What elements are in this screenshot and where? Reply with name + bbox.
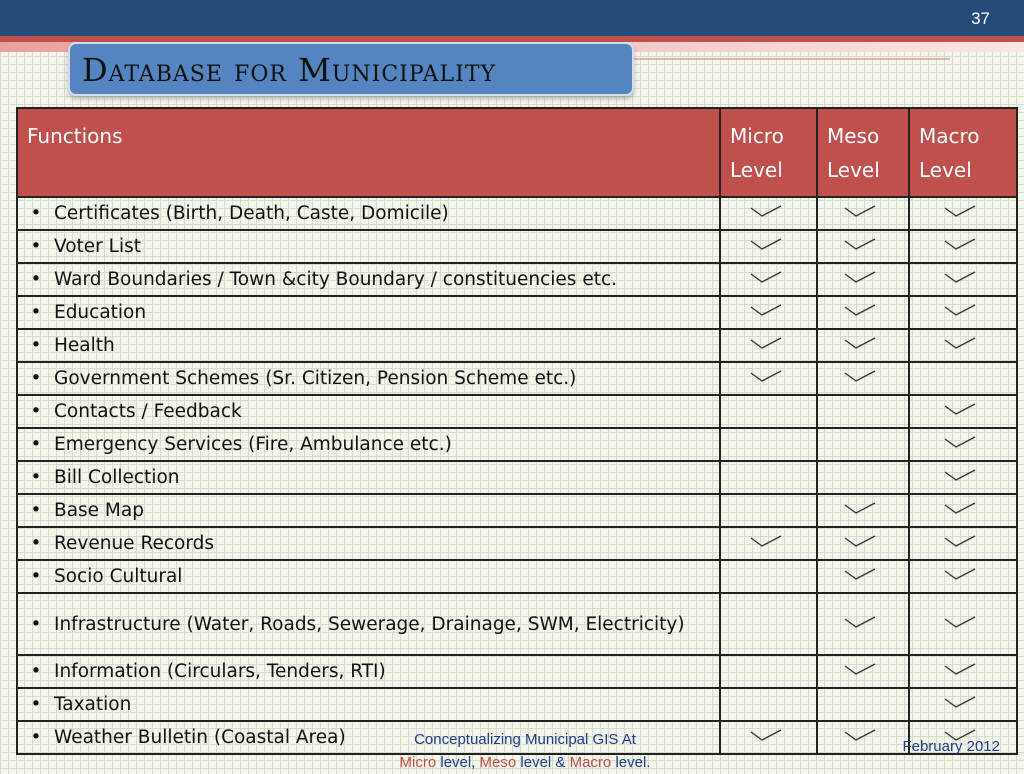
function-cell [17, 263, 720, 296]
table-row [17, 362, 1017, 395]
checkmark-icon [750, 238, 782, 252]
micro-level-cell [720, 655, 817, 688]
table-row [17, 296, 1017, 329]
micro-level-cell [720, 560, 817, 593]
meso-level-cell [817, 655, 909, 688]
meso-level-cell [817, 230, 909, 263]
macro-level-cell [909, 263, 1017, 296]
macro-level-cell [909, 461, 1017, 494]
function-label: Information (Circulars, Tenders, RTI) [54, 661, 386, 682]
micro-level-cell [720, 527, 817, 560]
checkmark-icon [750, 304, 782, 318]
bullet-icon: • [30, 661, 42, 682]
footer-level-c: level. [611, 754, 651, 771]
bullet-icon: • [30, 694, 42, 715]
bullet-icon: • [30, 401, 42, 422]
function-label: Weather Bulletin (Coastal Area) [54, 727, 346, 748]
function-label: Ward Boundaries / Town &city Boundary / constituencies etc. [54, 269, 618, 290]
checkmark-icon [944, 502, 976, 516]
meso-level-cell [817, 263, 909, 296]
function-label: Revenue Records [54, 533, 215, 554]
function-cell [17, 230, 720, 263]
checkmark-icon [944, 238, 976, 252]
bullet-icon: • [30, 269, 42, 290]
function-label: Health [54, 335, 115, 356]
function-label: Education [54, 302, 147, 323]
meso-level-cell [817, 461, 909, 494]
meso-level-cell [817, 428, 909, 461]
function-cell [17, 362, 720, 395]
functions-table [16, 107, 1018, 755]
table-body [17, 197, 1017, 754]
function-cell [17, 494, 720, 527]
header-micro-level: Micro Level [720, 108, 817, 197]
meso-level-cell [817, 362, 909, 395]
checkmark-icon [844, 205, 876, 219]
function-label: Emergency Services (Fire, Ambulance etc.) [54, 434, 452, 455]
footer-macro: Macro [569, 754, 612, 771]
checkmark-icon [750, 370, 782, 384]
title-box [68, 42, 634, 96]
checkmark-icon [944, 304, 976, 318]
macro-level-cell [909, 329, 1017, 362]
checkmark-icon [944, 205, 976, 219]
meso-level-cell [817, 395, 909, 428]
macro-level-cell [909, 560, 1017, 593]
meso-level-cell [817, 560, 909, 593]
meso-level-cell [817, 721, 909, 754]
checkmark-icon [944, 436, 976, 450]
table-row [17, 494, 1017, 527]
function-cell [17, 593, 720, 655]
slide-number: 37 [971, 9, 990, 28]
function-cell [17, 296, 720, 329]
bullet-icon: • [30, 727, 42, 748]
function-cell [17, 461, 720, 494]
macro-level-cell [909, 655, 1017, 688]
function-cell [17, 688, 720, 721]
checkmark-icon [844, 271, 876, 285]
micro-level-cell [720, 494, 817, 527]
meso-level-cell [817, 296, 909, 329]
meso-level-cell [817, 527, 909, 560]
meso-level-cell [817, 197, 909, 230]
checkmark-icon [844, 663, 876, 677]
checkmark-icon [844, 729, 876, 743]
micro-level-cell [720, 461, 817, 494]
macro-level-cell [909, 494, 1017, 527]
footer-level-b: level & [516, 754, 570, 771]
checkmark-icon [750, 535, 782, 549]
footer-line-1: Conceptualizing Municipal GIS At [414, 731, 636, 748]
checkmark-icon [844, 616, 876, 630]
footer-caption [330, 728, 720, 774]
micro-level-cell [720, 197, 817, 230]
function-label: Infrastructure (Water, Roads, Sewerage, Drainage, SWM, Electricity) [54, 613, 685, 635]
table-row [17, 688, 1017, 721]
table-row [17, 263, 1017, 296]
bullet-icon: • [30, 203, 42, 224]
micro-level-cell [720, 362, 817, 395]
macro-level-cell [909, 197, 1017, 230]
checkmark-icon [944, 271, 976, 285]
footer-meso: Meso [479, 754, 517, 771]
function-cell [17, 395, 720, 428]
slide-title: Database for Municipality [82, 51, 497, 89]
macro-level-cell [909, 395, 1017, 428]
micro-level-cell [720, 329, 817, 362]
macro-level-cell [909, 230, 1017, 263]
checkmark-icon [944, 535, 976, 549]
checkmark-icon [944, 337, 976, 351]
checkmark-icon [944, 568, 976, 582]
footer-date: February 2012 [902, 738, 1000, 755]
checkmark-icon [944, 696, 976, 710]
macro-level-cell [909, 593, 1017, 655]
table-row [17, 527, 1017, 560]
table-row [17, 655, 1017, 688]
footer-micro: Micro [399, 754, 437, 771]
function-label: Government Schemes (Sr. Citizen, Pension Scheme etc.) [54, 368, 577, 389]
header-meso-level: Meso Level [817, 108, 909, 197]
table-row [17, 560, 1017, 593]
checkmark-icon [844, 370, 876, 384]
function-cell [17, 428, 720, 461]
macro-level-cell [909, 296, 1017, 329]
checkmark-icon [944, 469, 976, 483]
bullet-icon: • [30, 434, 42, 455]
header-functions: Functions [17, 108, 720, 197]
function-label: Certificates (Birth, Death, Caste, Domicile) [54, 203, 449, 224]
footer-level-a: level, [436, 754, 480, 771]
checkmark-icon [750, 729, 782, 743]
bullet-icon: • [30, 368, 42, 389]
micro-level-cell [720, 688, 817, 721]
micro-level-cell [720, 428, 817, 461]
table-row [17, 461, 1017, 494]
checkmark-icon [944, 663, 976, 677]
table-row [17, 329, 1017, 362]
function-label: Base Map [54, 500, 144, 521]
accent-line [630, 58, 950, 60]
table-row [17, 230, 1017, 263]
bullet-icon: • [30, 566, 42, 587]
top-band [0, 0, 1024, 36]
checkmark-icon [844, 238, 876, 252]
function-cell [17, 329, 720, 362]
bullet-icon: • [30, 613, 42, 635]
table-row [17, 197, 1017, 230]
micro-level-cell [720, 230, 817, 263]
bullet-icon: • [30, 302, 42, 323]
checkmark-icon [750, 271, 782, 285]
table-row [17, 395, 1017, 428]
table-header-row [17, 108, 1017, 197]
micro-level-cell [720, 263, 817, 296]
function-label: Taxation [54, 694, 132, 715]
table-row [17, 593, 1017, 655]
function-cell [17, 197, 720, 230]
meso-level-cell [817, 688, 909, 721]
meso-level-cell [817, 329, 909, 362]
checkmark-icon [844, 304, 876, 318]
macro-level-cell [909, 527, 1017, 560]
micro-level-cell [720, 395, 817, 428]
macro-level-cell [909, 428, 1017, 461]
bullet-icon: • [30, 467, 42, 488]
bullet-icon: • [30, 500, 42, 521]
checkmark-icon [844, 502, 876, 516]
function-label: Socio Cultural [54, 566, 183, 587]
function-label: Voter List [54, 236, 141, 257]
checkmark-icon [844, 568, 876, 582]
function-label: Contacts / Feedback [54, 401, 242, 422]
macro-level-cell [909, 362, 1017, 395]
bullet-icon: • [30, 236, 42, 257]
micro-level-cell [720, 721, 817, 754]
checkmark-icon [944, 616, 976, 630]
function-cell [17, 527, 720, 560]
meso-level-cell [817, 494, 909, 527]
checkmark-icon [844, 535, 876, 549]
function-label: Bill Collection [54, 467, 180, 488]
function-cell [17, 655, 720, 688]
checkmark-icon [844, 337, 876, 351]
macro-level-cell [909, 688, 1017, 721]
bullet-icon: • [30, 335, 42, 356]
function-cell [17, 560, 720, 593]
checkmark-icon [750, 205, 782, 219]
header-macro-level: Macro Level [909, 108, 1017, 197]
checkmark-icon [750, 337, 782, 351]
footer-line-2 [330, 751, 720, 774]
table-row [17, 428, 1017, 461]
checkmark-icon [944, 403, 976, 417]
micro-level-cell [720, 593, 817, 655]
micro-level-cell [720, 296, 817, 329]
bullet-icon: • [30, 533, 42, 554]
meso-level-cell [817, 593, 909, 655]
